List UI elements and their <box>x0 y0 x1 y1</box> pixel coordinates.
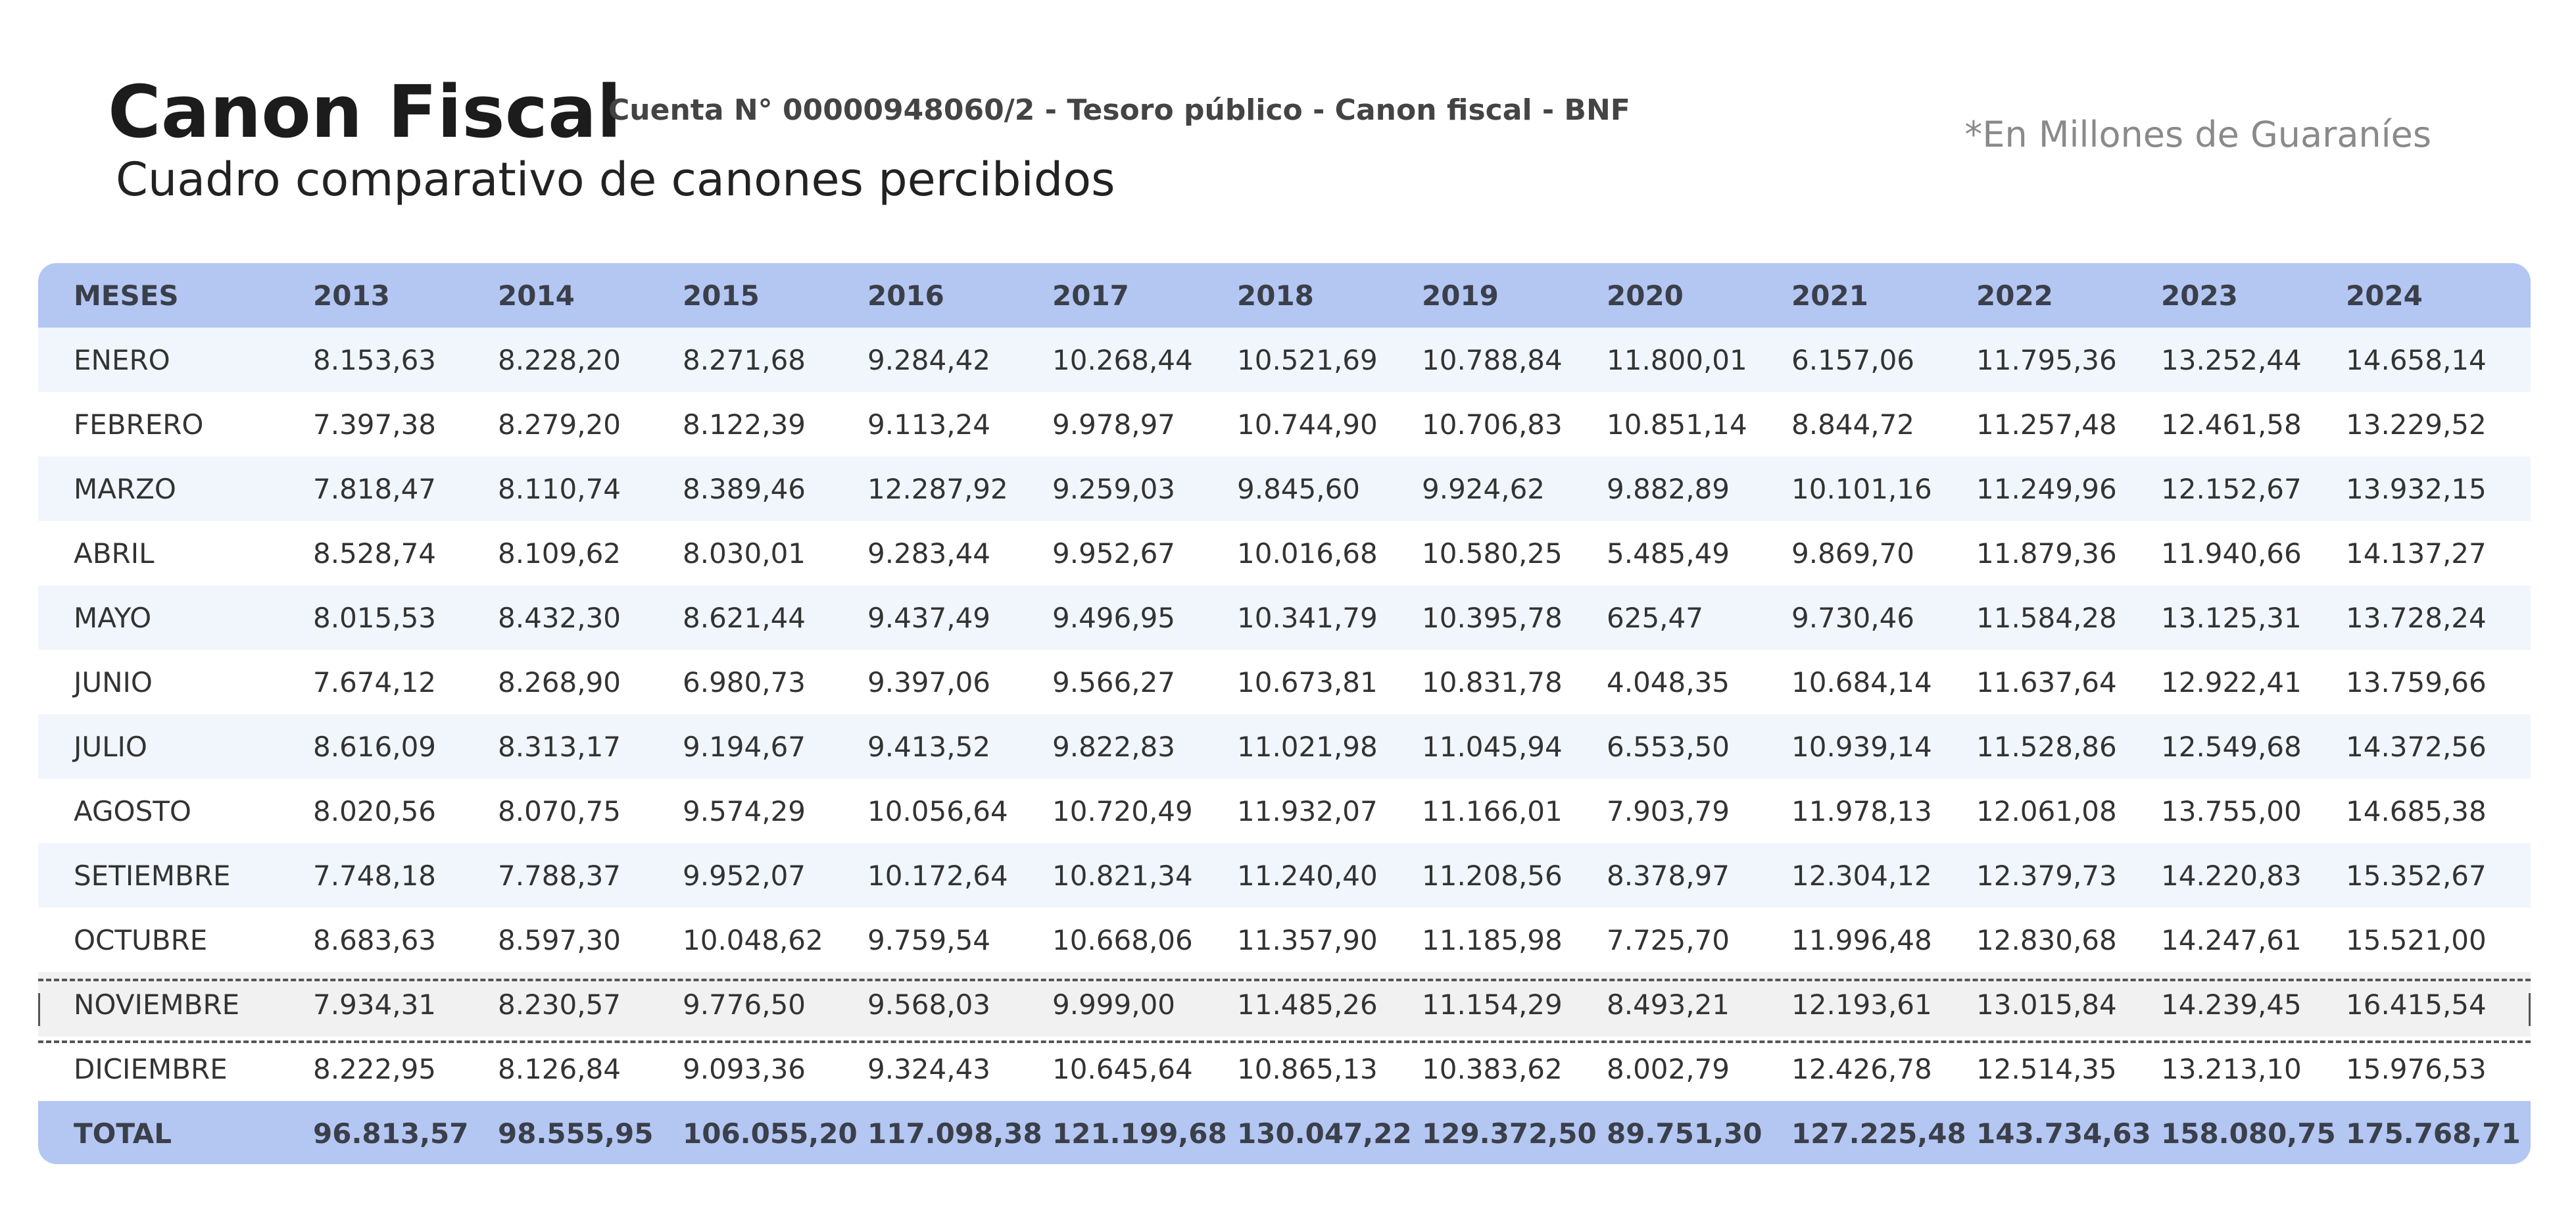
table-row <box>38 1037 2531 1101</box>
value-cell: 8.389,46 <box>683 472 806 505</box>
value-cell: 10.521,69 <box>1237 343 1378 376</box>
canon-table <box>38 263 2531 1164</box>
value-cell: 4.048,35 <box>1607 666 1730 698</box>
value-cell: 10.048,62 <box>683 923 823 956</box>
value-cell: 11.584,28 <box>1976 601 2117 634</box>
value-cell: 9.882,89 <box>1607 472 1730 505</box>
value-cell: 10.720,49 <box>1052 794 1193 827</box>
value-cell: 12.304,12 <box>1791 859 1932 892</box>
column-header-year: 2014 <box>498 279 575 312</box>
column-header-month: MESES <box>74 279 179 312</box>
value-cell: 8.271,68 <box>683 343 806 376</box>
table-row <box>38 972 2531 1037</box>
highlight-dashed-bottom <box>38 1040 2531 1043</box>
value-cell: 6.553,50 <box>1607 730 1730 763</box>
value-cell: 9.413,52 <box>867 730 991 763</box>
total-cell: 96.813,57 <box>313 1117 469 1150</box>
value-cell: 13.125,31 <box>2161 601 2302 634</box>
value-cell: 10.383,62 <box>1422 1052 1563 1085</box>
value-cell: 8.683,63 <box>313 923 437 956</box>
value-cell: 9.397,06 <box>867 666 991 698</box>
value-cell: 12.379,73 <box>1976 859 2117 892</box>
value-cell: 9.999,00 <box>1052 988 1176 1021</box>
table-row <box>38 650 2531 714</box>
value-cell: 11.249,96 <box>1976 472 2117 505</box>
value-cell: 10.101,16 <box>1791 472 1932 505</box>
value-cell: 7.788,37 <box>498 859 621 892</box>
value-cell: 9.324,43 <box>867 1052 991 1085</box>
total-cell: 158.080,75 <box>2161 1117 2336 1150</box>
value-cell: 12.461,58 <box>2161 408 2302 441</box>
value-cell: 8.493,21 <box>1607 988 1730 1021</box>
value-cell: 7.397,38 <box>313 408 437 441</box>
column-header-year: 2019 <box>1422 279 1499 312</box>
value-cell: 10.939,14 <box>1791 730 1932 763</box>
value-cell: 9.924,62 <box>1422 472 1545 505</box>
value-cell: 10.395,78 <box>1422 601 1563 634</box>
value-cell: 11.795,36 <box>1976 343 2117 376</box>
units-note: *En Millones de Guaraníes <box>1964 114 2431 155</box>
value-cell: 9.952,67 <box>1052 537 1176 570</box>
total-cell: 130.047,22 <box>1237 1117 1412 1150</box>
value-cell: 10.341,79 <box>1237 601 1378 634</box>
value-cell: 8.268,90 <box>498 666 621 698</box>
value-cell: 12.193,61 <box>1791 988 1932 1021</box>
value-cell: 11.240,40 <box>1237 859 1378 892</box>
value-cell: 8.313,17 <box>498 730 621 763</box>
value-cell: 8.228,20 <box>498 343 621 376</box>
table-row <box>38 392 2531 456</box>
value-cell: 14.658,14 <box>2346 343 2487 376</box>
table-row <box>38 908 2531 972</box>
column-header-year: 2023 <box>2161 279 2238 312</box>
total-cell: 121.199,68 <box>1052 1117 1227 1150</box>
value-cell: 9.566,27 <box>1052 666 1176 698</box>
value-cell: 10.645,64 <box>1052 1052 1193 1085</box>
value-cell: 16.415,54 <box>2346 988 2487 1021</box>
table-header <box>38 263 2531 328</box>
value-cell: 9.568,03 <box>867 988 991 1021</box>
value-cell: 12.514,35 <box>1976 1052 2117 1085</box>
value-cell: 8.070,75 <box>498 794 621 827</box>
value-cell: 9.759,54 <box>867 923 991 956</box>
value-cell: 12.061,08 <box>1976 794 2117 827</box>
value-cell: 8.616,09 <box>313 730 437 763</box>
value-cell: 9.869,70 <box>1791 537 1915 570</box>
value-cell: 14.685,38 <box>2346 794 2487 827</box>
value-cell: 8.126,84 <box>498 1052 621 1085</box>
value-cell: 13.015,84 <box>1976 988 2117 1021</box>
month-cell: OCTUBRE <box>74 923 208 956</box>
highlight-tick-left <box>38 993 40 1026</box>
value-cell: 6.157,06 <box>1791 343 1915 376</box>
value-cell: 10.673,81 <box>1237 666 1378 698</box>
value-cell: 7.674,12 <box>313 666 437 698</box>
value-cell: 11.879,36 <box>1976 537 2117 570</box>
value-cell: 11.045,94 <box>1422 730 1563 763</box>
value-cell: 14.372,56 <box>2346 730 2487 763</box>
value-cell: 7.818,47 <box>313 472 437 505</box>
table-body <box>38 328 2531 1101</box>
value-cell: 8.844,72 <box>1791 408 1915 441</box>
value-cell: 8.597,30 <box>498 923 621 956</box>
value-cell: 10.056,64 <box>867 794 1008 827</box>
month-cell: SETIEMBRE <box>74 859 231 892</box>
value-cell: 7.725,70 <box>1607 923 1730 956</box>
value-cell: 11.940,66 <box>2161 537 2302 570</box>
value-cell: 11.185,98 <box>1422 923 1563 956</box>
value-cell: 11.485,26 <box>1237 988 1378 1021</box>
value-cell: 9.284,42 <box>867 343 991 376</box>
column-header-year: 2020 <box>1607 279 1684 312</box>
value-cell: 11.208,56 <box>1422 859 1563 892</box>
total-cell: 117.098,38 <box>867 1117 1042 1150</box>
table-footer <box>38 1101 2531 1164</box>
table-row <box>38 714 2531 779</box>
account-label: Cuenta N° 00000948060/2 - Tesoro público - Canon fiscal - BNF <box>608 93 1630 127</box>
value-cell: 12.922,41 <box>2161 666 2302 698</box>
value-cell: 11.637,64 <box>1976 666 2117 698</box>
total-label: TOTAL <box>74 1117 172 1150</box>
value-cell: 12.830,68 <box>1976 923 2117 956</box>
value-cell: 9.730,46 <box>1791 601 1915 634</box>
month-cell: DICIEMBRE <box>74 1052 228 1085</box>
value-cell: 10.865,13 <box>1237 1052 1378 1085</box>
value-cell: 9.952,07 <box>683 859 806 892</box>
value-cell: 8.378,97 <box>1607 859 1730 892</box>
value-cell: 625,47 <box>1607 601 1703 634</box>
value-cell: 8.015,53 <box>313 601 437 634</box>
total-cell: 175.768,71 <box>2346 1117 2521 1150</box>
value-cell: 13.252,44 <box>2161 343 2302 376</box>
value-cell: 11.357,90 <box>1237 923 1378 956</box>
month-cell: MARZO <box>74 472 176 505</box>
value-cell: 9.259,03 <box>1052 472 1176 505</box>
month-cell: MAYO <box>74 601 152 634</box>
value-cell: 11.800,01 <box>1607 343 1747 376</box>
value-cell: 13.755,00 <box>2161 794 2302 827</box>
value-cell: 10.016,68 <box>1237 537 1378 570</box>
table-row <box>38 328 2531 392</box>
value-cell: 9.113,24 <box>867 408 991 441</box>
column-header-year: 2013 <box>313 279 390 312</box>
total-cell: 143.734,63 <box>1976 1117 2151 1150</box>
value-cell: 15.352,67 <box>2346 859 2487 892</box>
value-cell: 9.093,36 <box>683 1052 806 1085</box>
value-cell: 8.153,63 <box>313 343 437 376</box>
highlight-dashed-top <box>38 979 2531 981</box>
value-cell: 10.172,64 <box>867 859 1008 892</box>
total-cell: 129.372,50 <box>1422 1117 1597 1150</box>
value-cell: 7.934,31 <box>313 988 437 1021</box>
value-cell: 8.230,57 <box>498 988 621 1021</box>
value-cell: 10.821,34 <box>1052 859 1193 892</box>
canon-table-container <box>38 263 2531 1164</box>
value-cell: 8.109,62 <box>498 537 621 570</box>
page-subtitle: Cuadro comparativo de canones percibidos <box>116 153 1115 207</box>
month-cell: JULIO <box>74 730 147 763</box>
column-header-year: 2021 <box>1791 279 1868 312</box>
value-cell: 10.684,14 <box>1791 666 1932 698</box>
value-cell: 13.759,66 <box>2346 666 2487 698</box>
value-cell: 11.257,48 <box>1976 408 2117 441</box>
total-cell: 89.751,30 <box>1607 1117 1762 1150</box>
value-cell: 10.668,06 <box>1052 923 1193 956</box>
month-cell: AGOSTO <box>74 794 191 827</box>
value-cell: 12.287,92 <box>867 472 1008 505</box>
value-cell: 10.851,14 <box>1607 408 1747 441</box>
month-cell: ENERO <box>74 343 170 376</box>
value-cell: 9.194,67 <box>683 730 806 763</box>
value-cell: 13.213,10 <box>2161 1052 2302 1085</box>
table-row <box>38 585 2531 650</box>
value-cell: 6.980,73 <box>683 666 806 698</box>
value-cell: 7.748,18 <box>313 859 437 892</box>
value-cell: 8.030,01 <box>683 537 806 570</box>
value-cell: 10.788,84 <box>1422 343 1563 376</box>
value-cell: 8.621,44 <box>683 601 806 634</box>
total-row <box>38 1101 2531 1164</box>
month-cell: JUNIO <box>74 666 153 698</box>
value-cell: 8.110,74 <box>498 472 621 505</box>
value-cell: 9.822,83 <box>1052 730 1176 763</box>
value-cell: 10.744,90 <box>1237 408 1378 441</box>
column-header-year: 2016 <box>867 279 944 312</box>
column-header-year: 2015 <box>683 279 760 312</box>
column-header-year: 2024 <box>2346 279 2423 312</box>
table-row <box>38 456 2531 521</box>
value-cell: 9.283,44 <box>867 537 991 570</box>
value-cell: 10.831,78 <box>1422 666 1563 698</box>
value-cell: 9.776,50 <box>683 988 806 1021</box>
value-cell: 8.222,95 <box>313 1052 437 1085</box>
value-cell: 11.021,98 <box>1237 730 1378 763</box>
value-cell: 10.268,44 <box>1052 343 1193 376</box>
month-cell: ABRIL <box>74 537 155 570</box>
value-cell: 10.706,83 <box>1422 408 1563 441</box>
value-cell: 7.903,79 <box>1607 794 1730 827</box>
value-cell: 14.220,83 <box>2161 859 2302 892</box>
value-cell: 11.528,86 <box>1976 730 2117 763</box>
highlight-tick-right <box>2529 993 2531 1026</box>
table-row <box>38 843 2531 908</box>
value-cell: 10.580,25 <box>1422 537 1563 570</box>
value-cell: 9.978,97 <box>1052 408 1176 441</box>
value-cell: 8.122,39 <box>683 408 806 441</box>
value-cell: 12.426,78 <box>1791 1052 1932 1085</box>
value-cell: 8.002,79 <box>1607 1052 1730 1085</box>
value-cell: 8.432,30 <box>498 601 621 634</box>
table-row <box>38 521 2531 585</box>
value-cell: 15.521,00 <box>2346 923 2487 956</box>
column-header-year: 2022 <box>1976 279 2053 312</box>
month-cell: NOVIEMBRE <box>74 988 240 1021</box>
value-cell: 14.137,27 <box>2346 537 2487 570</box>
total-cell: 106.055,20 <box>683 1117 858 1150</box>
column-header-year: 2017 <box>1052 279 1129 312</box>
value-cell: 11.932,07 <box>1237 794 1378 827</box>
value-cell: 12.152,67 <box>2161 472 2302 505</box>
total-cell: 98.555,95 <box>498 1117 654 1150</box>
column-header-year: 2018 <box>1237 279 1314 312</box>
page-title: Canon Fiscal <box>108 70 621 154</box>
value-cell: 8.528,74 <box>313 537 437 570</box>
month-cell: FEBRERO <box>74 408 204 441</box>
header-row <box>38 263 2531 328</box>
value-cell: 9.496,95 <box>1052 601 1176 634</box>
value-cell: 13.229,52 <box>2346 408 2487 441</box>
value-cell: 11.996,48 <box>1791 923 1932 956</box>
value-cell: 11.978,13 <box>1791 794 1932 827</box>
value-cell: 11.166,01 <box>1422 794 1563 827</box>
value-cell: 14.239,45 <box>2161 988 2302 1021</box>
value-cell: 14.247,61 <box>2161 923 2302 956</box>
value-cell: 11.154,29 <box>1422 988 1563 1021</box>
value-cell: 9.574,29 <box>683 794 806 827</box>
value-cell: 15.976,53 <box>2346 1052 2487 1085</box>
value-cell: 8.020,56 <box>313 794 437 827</box>
value-cell: 13.728,24 <box>2346 601 2487 634</box>
value-cell: 5.485,49 <box>1607 537 1730 570</box>
table-row <box>38 779 2531 843</box>
value-cell: 9.437,49 <box>867 601 991 634</box>
value-cell: 12.549,68 <box>2161 730 2302 763</box>
value-cell: 8.279,20 <box>498 408 621 441</box>
value-cell: 13.932,15 <box>2346 472 2487 505</box>
value-cell: 9.845,60 <box>1237 472 1361 505</box>
total-cell: 127.225,48 <box>1791 1117 1966 1150</box>
